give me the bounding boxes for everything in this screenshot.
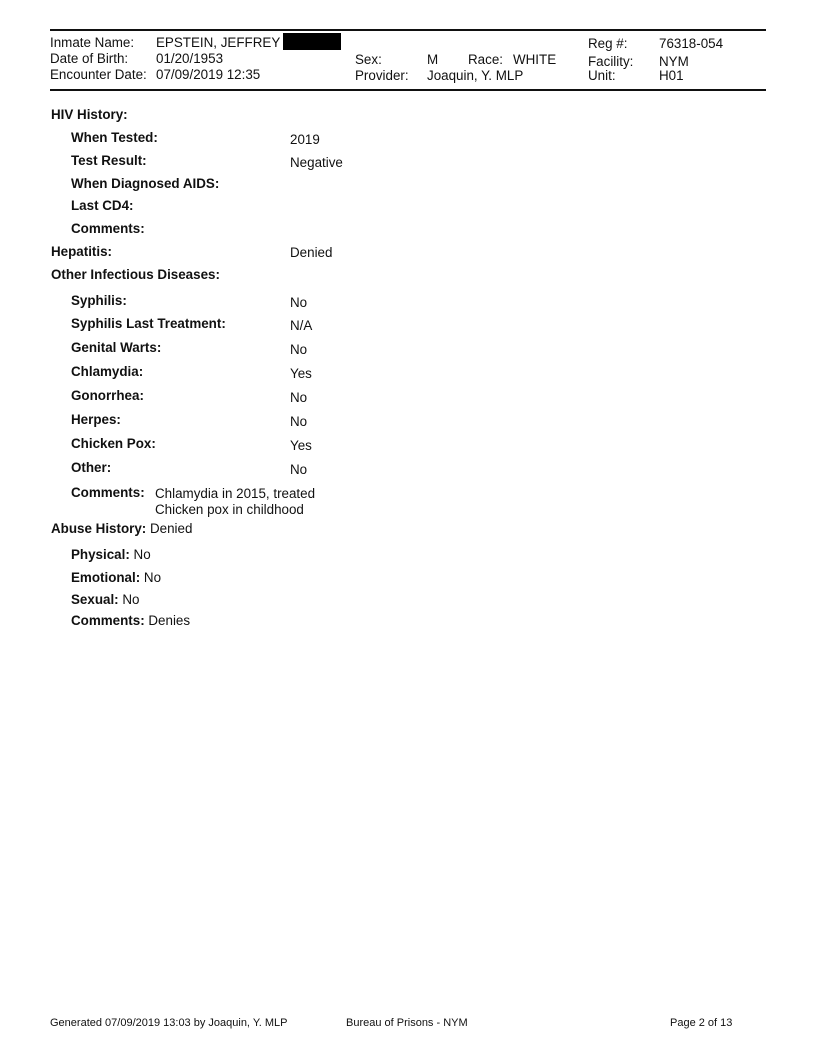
syphilis-last-treatment-label: Syphilis Last Treatment:	[71, 316, 226, 331]
footer-generated: Generated 07/09/2019 13:03 by Joaquin, Y. MLP	[50, 1017, 288, 1029]
genital-warts-value: No	[290, 342, 308, 357]
gonorrhea-value: No	[290, 390, 308, 405]
syphilis-last-treatment-value: N/A	[290, 318, 313, 333]
race-label: Race:	[468, 52, 503, 67]
infectious-comments-label: Comments:	[71, 485, 145, 500]
genital-warts-label: Genital Warts:	[71, 340, 162, 355]
provider-value: Joaquin, Y. MLP	[427, 68, 524, 83]
hepatitis-label: Hepatitis:	[51, 244, 113, 259]
hepatitis-value: Denied	[290, 245, 333, 260]
facility-label: Facility:	[588, 54, 634, 69]
hiv-comments-label: Comments:	[71, 221, 145, 236]
when-tested-value: 2019	[290, 132, 320, 147]
dob-value: 01/20/1953	[156, 51, 224, 66]
facility-value: NYM	[659, 54, 689, 69]
test-result-value: Negative	[290, 155, 343, 170]
reg-number-label: Reg #:	[588, 36, 628, 51]
footer-page-number: Page 2 of 13	[670, 1017, 733, 1029]
sex-label: Sex:	[355, 52, 382, 67]
abuse-history-row	[51, 521, 192, 537]
unit-value: H01	[659, 68, 684, 83]
chicken-pox-value: Yes	[290, 438, 312, 453]
physical-label: Physical:	[71, 547, 130, 562]
chicken-pox-label: Chicken Pox:	[71, 436, 156, 451]
inmate-name-label: Inmate Name:	[50, 35, 135, 50]
chlamydia-value: Yes	[290, 366, 312, 381]
encounter-date-value: 07/09/2019 12:35	[156, 67, 261, 82]
infectious-comments-line-2: Chicken pox in childhood	[155, 502, 304, 517]
unit-label: Unit:	[588, 68, 616, 83]
abuse-history-value: Denied	[149, 521, 193, 536]
physical-row	[71, 547, 151, 563]
sexual-label: Sexual:	[71, 592, 119, 607]
syphilis-label: Syphilis:	[71, 293, 127, 308]
last-cd4-label: Last CD4:	[71, 198, 134, 213]
gonorrhea-label: Gonorrhea:	[71, 388, 144, 403]
other-label: Other:	[71, 460, 112, 475]
abuse-history-label: Abuse History:	[51, 521, 147, 536]
encounter-date-label: Encounter Date:	[50, 67, 147, 82]
sexual-row	[71, 592, 140, 608]
emotional-value: No	[143, 570, 162, 585]
dob-label: Date of Birth:	[50, 51, 129, 66]
emotional-row	[71, 570, 161, 586]
sexual-value: No	[122, 592, 140, 607]
inmate-name-value: EPSTEIN, JEFFREY	[156, 35, 281, 50]
when-tested-label: When Tested:	[71, 130, 158, 145]
sex-value: M	[427, 52, 439, 67]
physical-value: No	[133, 547, 151, 562]
race-value: WHITE	[513, 52, 557, 67]
infectious-diseases-heading: Other Infectious Diseases:	[51, 267, 220, 282]
header-bottom-rule	[50, 89, 766, 91]
footer-bureau: Bureau of Prisons - NYM	[346, 1017, 468, 1029]
herpes-value: No	[290, 414, 308, 429]
abuse-comments-value: Denies	[148, 613, 191, 628]
infectious-comments-line-1: Chlamydia in 2015, treated	[155, 486, 316, 501]
emotional-label: Emotional:	[71, 570, 141, 585]
abuse-comments-row	[71, 613, 190, 629]
reg-number-value: 76318-054	[659, 36, 724, 51]
provider-label: Provider:	[355, 68, 409, 83]
when-diagnosed-aids-label: When Diagnosed AIDS:	[71, 176, 220, 191]
other-value: No	[290, 462, 308, 477]
herpes-label: Herpes:	[71, 412, 121, 427]
header-top-rule	[50, 29, 766, 31]
test-result-label: Test Result:	[71, 153, 147, 168]
syphilis-value: No	[290, 295, 308, 310]
abuse-comments-label: Comments:	[71, 613, 145, 628]
redaction-block	[283, 33, 341, 50]
chlamydia-label: Chlamydia:	[71, 364, 144, 379]
hiv-history-heading: HIV History:	[51, 107, 128, 122]
